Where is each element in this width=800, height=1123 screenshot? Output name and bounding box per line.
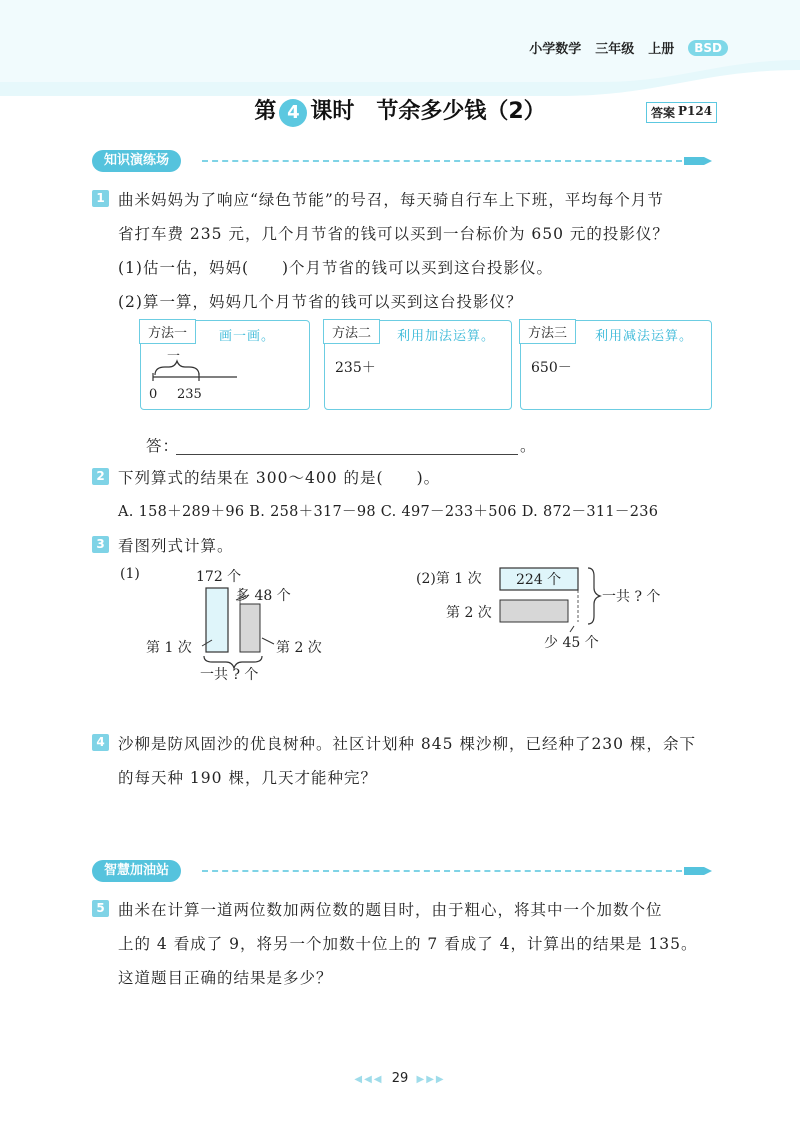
method-1-hint: 画一画。 xyxy=(219,329,276,344)
section-wisdom xyxy=(92,860,712,884)
right-arrows-icon: ▶▶▶ xyxy=(416,1074,446,1085)
edition-badge: BSD xyxy=(688,40,728,56)
q2-options: A. 158＋289＋96 B. 258＋317－98 C. 497－233＋506 D. 872－311－236 xyxy=(118,504,659,520)
question-3-number: 3 xyxy=(92,536,109,553)
fig2-label: (2)第 1 次 xyxy=(416,571,482,587)
question-1-number: 1 xyxy=(92,190,109,207)
fig2-first-value: 224 个 xyxy=(516,572,562,588)
q1-part1: (1)估一估，妈妈( )个月节省的钱可以买到这台投影仪。 xyxy=(118,259,554,277)
question-4-number: 4 xyxy=(92,734,109,751)
section-divider-2 xyxy=(202,870,682,872)
q4-line1: 沙柳是防风固沙的优良树种。社区计划种 845 棵沙柳，已经种了230 棵，余下 xyxy=(118,735,696,753)
pencil-icon-2 xyxy=(684,864,712,878)
q1-line1: 曲米妈妈为了响应“绿色节能”的号召，每天骑自行车上下班，平均每个月节 xyxy=(118,191,664,209)
title-prefix: 第 xyxy=(254,99,277,124)
fig1-total: 一共 ? 个 xyxy=(200,667,259,683)
q5-line3: 这道题目正确的结果是多少？ xyxy=(118,969,333,987)
volume-label: 上册 xyxy=(648,42,675,57)
section-divider xyxy=(202,160,682,162)
q2-text: 下列算式的结果在 300～400 的是( )。 xyxy=(118,469,441,487)
answer-line[interactable] xyxy=(176,454,518,455)
page-footer xyxy=(0,1071,800,1086)
section-wisdom-label: 智慧加油站 xyxy=(92,860,181,882)
method-3-content: 650－ xyxy=(531,360,572,376)
title-suffix: 课时 xyxy=(310,99,355,124)
q5-line2: 上的 4 看成了 9，将另一个加数十位上的 7 看成了 4，计算出的结果是 135。 xyxy=(118,935,698,953)
grade-label: 三年级 xyxy=(595,42,635,57)
method-2-hint: 利用加法运算。 xyxy=(397,329,496,344)
method-3-box[interactable] xyxy=(520,320,712,410)
answer-label: 答案 xyxy=(651,106,676,120)
method-2-content: 235＋ xyxy=(335,360,376,376)
method-1-label: 方法一 xyxy=(139,319,196,344)
question-2-number: 2 xyxy=(92,468,109,485)
answer-page: P124 xyxy=(678,104,713,118)
method-2-box[interactable] xyxy=(324,320,512,410)
method-1-box[interactable] xyxy=(140,320,310,410)
question-5-number: 5 xyxy=(92,900,109,917)
fig2-total: 一共 ? 个 xyxy=(602,589,661,605)
fig1-second: 第 2 次 xyxy=(276,640,322,656)
method-3-label: 方法三 xyxy=(519,319,576,344)
left-arrows-icon: ◀◀◀ xyxy=(354,1074,384,1085)
method-3-hint: 利用减法运算。 xyxy=(595,329,694,344)
answer-reference[interactable] xyxy=(646,102,717,123)
title-name: 节余多少钱（2） xyxy=(376,99,546,124)
q1-answer-label: 答： xyxy=(146,437,180,455)
number-line-value: 235 xyxy=(177,387,202,402)
q5-line1: 曲米在计算一道两位数加两位数的题目时，由于粗心，将其中一个加数个位 xyxy=(118,901,663,919)
brace-mark: 一 xyxy=(167,349,181,364)
fig1-top-value: 172 个 xyxy=(196,569,242,585)
lesson-number: 4 xyxy=(279,99,307,127)
q1-answer-end: 。 xyxy=(520,437,537,455)
fig1-more: 多 48 个 xyxy=(236,588,291,604)
fig1-label: (1) xyxy=(120,566,140,582)
method-2-label: 方法二 xyxy=(323,319,380,344)
subject-label: 小学数学 xyxy=(529,42,582,57)
q1-line2: 省打车费 235 元，几个月节省的钱可以买到一台标价为 650 元的投影仪？ xyxy=(118,225,669,243)
fig2-second: 第 2 次 xyxy=(446,605,492,621)
q1-part2: (2)算一算，妈妈几个月节省的钱可以买到这台投影仪？ xyxy=(118,293,523,311)
header-tags xyxy=(529,38,728,57)
section-knowledge xyxy=(92,150,712,174)
fig2-less: 少 45 个 xyxy=(544,635,599,651)
q3-text: 看图列式计算。 xyxy=(118,537,234,555)
page-number: 29 xyxy=(391,1071,409,1086)
pencil-icon xyxy=(684,154,712,168)
q4-line2: 的每天种 190 棵，几天才能种完？ xyxy=(118,769,377,787)
number-line-zero: 0 xyxy=(149,387,158,402)
fig1-first: 第 1 次 xyxy=(146,640,192,656)
section-knowledge-label: 知识演练场 xyxy=(92,150,181,172)
